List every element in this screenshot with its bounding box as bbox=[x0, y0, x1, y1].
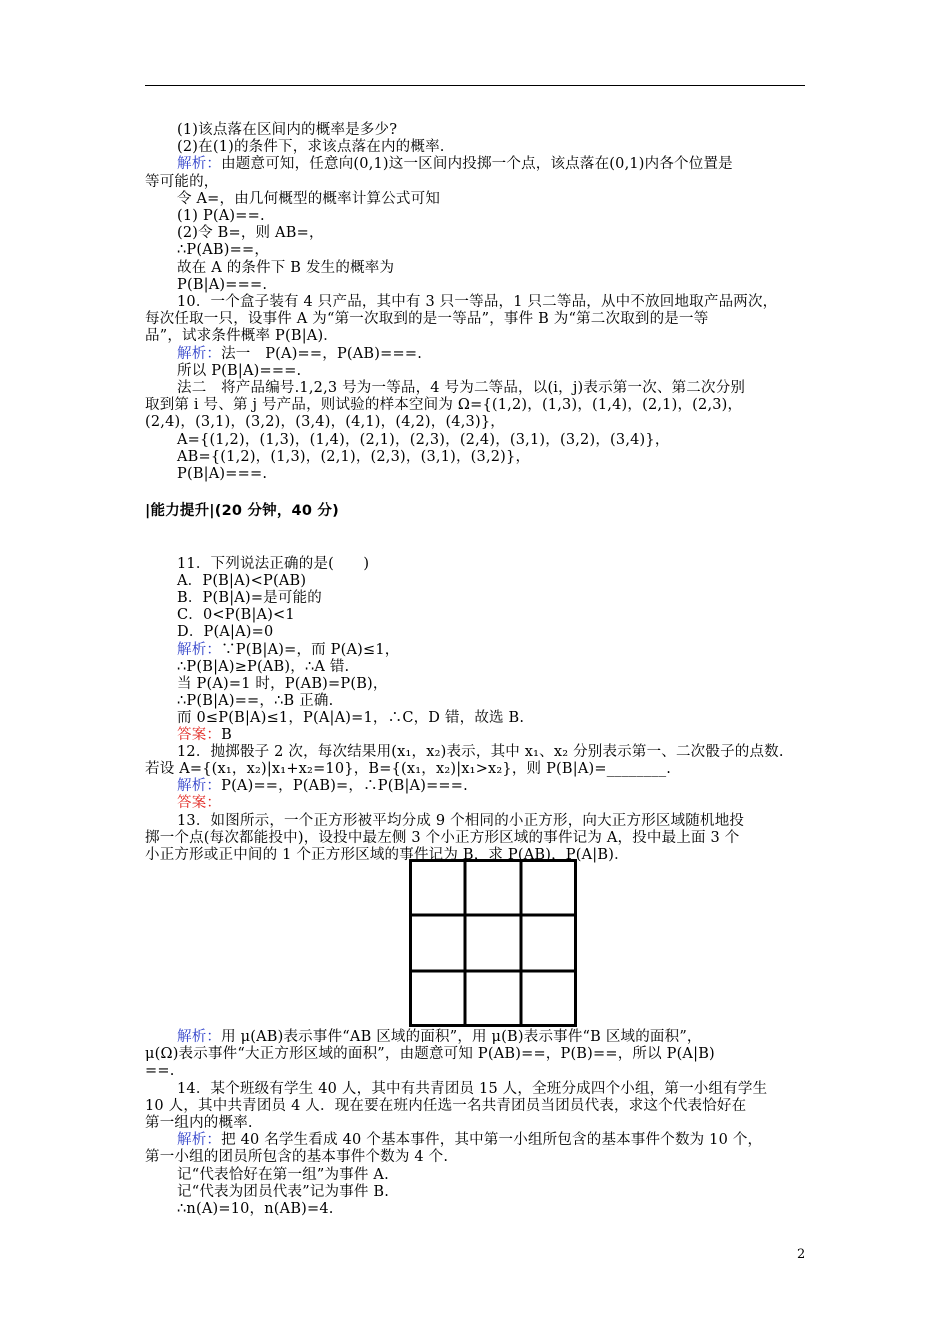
text-line bbox=[177, 225, 807, 242]
text-line bbox=[177, 744, 807, 761]
header-rule bbox=[145, 85, 805, 86]
text-line bbox=[177, 795, 807, 812]
text-line bbox=[145, 174, 807, 191]
line-text: C．0<P(B|A)<1 bbox=[177, 607, 295, 624]
text-line bbox=[177, 659, 807, 676]
line-text: D．P(A|A)=0 bbox=[177, 624, 274, 641]
text-line bbox=[177, 363, 807, 380]
line-text: 法一 P(A)==，P(AB)===. bbox=[221, 345, 423, 362]
text-line bbox=[177, 813, 807, 830]
text-line bbox=[177, 624, 807, 641]
text-line bbox=[177, 727, 807, 744]
line-text: 13．如图所示，一个正方形被平均分成 9 个相同的小正方形，向大正方形区域随机地投 bbox=[177, 812, 745, 829]
line-text: 当 P(A)=1 时，P(AB)=P(B)， bbox=[177, 675, 388, 692]
line-text: P(A)==，P(AB)=，∴P(B|A)===. bbox=[221, 778, 468, 795]
text-line bbox=[177, 449, 807, 466]
analysis-label: 解析： bbox=[177, 156, 222, 173]
text-line bbox=[177, 676, 807, 693]
line-text: ∵P(B|A)=，而 P(A)≤1， bbox=[221, 641, 400, 658]
text-line bbox=[145, 311, 807, 328]
line-text: 记“代表恰好在第一组”为事件 A. bbox=[177, 1166, 389, 1183]
line-text: ∴P(B|A)≥P(AB)，∴A 错. bbox=[177, 658, 350, 675]
analysis-label: 解析： bbox=[177, 1132, 222, 1149]
line-text: A={(1,2)，(1,3)，(1,4)，(2,1)，(2,3)，(2,4)，(3,1)，(3,2)，(3,4)}， bbox=[177, 431, 670, 448]
line-text: 小正方形或正中间的 1 个正方形区域的事件记为 B，求 P(AB)，P(A|B)． bbox=[145, 846, 629, 863]
text-line bbox=[177, 607, 807, 624]
text-line bbox=[177, 242, 807, 259]
page-number: 2 bbox=[797, 1247, 806, 1262]
text-line bbox=[177, 1029, 807, 1046]
text-line bbox=[177, 556, 807, 573]
line-text: (1) P(A)==. bbox=[177, 208, 265, 224]
line-text: 第一组内的概率. bbox=[145, 1115, 253, 1131]
answer-label: 答案： bbox=[177, 795, 222, 812]
text-line bbox=[177, 1081, 807, 1098]
line-text: AB={(1,2)，(1,3)，(2,1)，(2,3)，(3,1)，(3,2)}， bbox=[177, 448, 531, 465]
text-line bbox=[177, 1167, 807, 1184]
line-text: 14．某个班级有学生 40 人，其中有共青团员 15 人，全班分成四个小组，第一小组有学生 bbox=[177, 1080, 768, 1097]
text-line bbox=[177, 380, 807, 397]
text-line bbox=[177, 260, 807, 277]
line-text: 等可能的， bbox=[145, 173, 219, 190]
line-text: B bbox=[221, 727, 232, 743]
line-text: A．P(B|A)<P(AB) bbox=[177, 573, 307, 590]
text-line bbox=[177, 1184, 807, 1201]
line-text: 由题意可知，任意向(0,1)这一区间内投掷一个点，该点落在(0,1)内各个位置是 bbox=[221, 156, 733, 173]
line-text: 11．下列说法正确的是( ) bbox=[177, 556, 370, 572]
text-line bbox=[177, 778, 807, 795]
text-line bbox=[145, 1063, 807, 1080]
text-line bbox=[145, 1046, 807, 1063]
text-line bbox=[145, 1098, 807, 1115]
line-text: 令 A=，由几何概型的概率计算公式可知 bbox=[177, 190, 441, 207]
text-line bbox=[145, 830, 807, 847]
text-line bbox=[145, 1149, 807, 1166]
line-text: 把 40 名学生看成 40 个基本事件，其中第一小组所包含的基本事件个数为 10 个， bbox=[221, 1132, 763, 1149]
analysis-label: 解析： bbox=[177, 778, 222, 795]
text-line bbox=[145, 1115, 807, 1132]
analysis-label: 解析： bbox=[177, 345, 222, 362]
section-heading: |能力提升|(20 分钟，40 分) bbox=[145, 503, 339, 519]
line-text: B．P(B|A)=是可能的 bbox=[177, 590, 322, 607]
text-line bbox=[177, 432, 807, 449]
text-line bbox=[177, 710, 807, 727]
answer-label: 答案： bbox=[177, 727, 222, 743]
line-text: 12．抛掷骰子 2 次，每次结果用(x₁，x₂)表示，其中 x₁、x₂ 分别表示第一、二次骰子的点数. bbox=[177, 744, 784, 761]
line-text: P(B|A)===. bbox=[177, 466, 268, 482]
text-line bbox=[177, 1201, 807, 1218]
line-text: μ(Ω)表示事件“大正方形区域的面积”，由题意可知 P(AB)==，P(B)==，所以 P(A|B) bbox=[145, 1046, 715, 1063]
line-text: (2)令 B=，则 AB=， bbox=[177, 225, 324, 242]
line-text: ==. bbox=[145, 1063, 175, 1080]
line-text: 品”，试求条件概率 P(B|A)． bbox=[145, 328, 339, 345]
text-line bbox=[177, 122, 807, 139]
line-text: P(B|A)===. bbox=[177, 276, 268, 293]
line-text: (2,4)，(3,1)，(3,2)，(3,4)，(4,1)，(4,2)，(4,3)}， bbox=[145, 414, 505, 431]
nine-square-grid-figure bbox=[409, 859, 577, 1027]
line-text: 故在 A 的条件下 B 发生的概率为 bbox=[177, 259, 395, 276]
line-text: 取到第 i 号、第 j 号产品，则试验的样本空间为 Ω={(1,2)，(1,3)，(1,4)，(2,1)，(2,3)， bbox=[145, 397, 743, 414]
text-line bbox=[145, 397, 807, 414]
text-line bbox=[177, 346, 807, 363]
text-line bbox=[177, 139, 807, 156]
text-line bbox=[177, 208, 807, 225]
line-text: 若设 A={(x₁，x₂)|x₁+x₂=10}，B={(x₁，x₂)|x₁>x₂}，则 P(B|A)=________. bbox=[145, 761, 672, 778]
line-text: 而 0≤P(B|A)≤1，P(A|A)=1，∴C，D 错，故选 B. bbox=[177, 709, 525, 726]
line-text: 10 人，其中共青团员 4 人．现在要在班内任选一名共青团员当团员代表，求这个代表恰好在 bbox=[145, 1097, 747, 1114]
text-line bbox=[177, 294, 807, 311]
line-text: (1)该点落在区间内的概率是多少? bbox=[177, 122, 398, 138]
line-text: ∴P(AB)==， bbox=[177, 242, 270, 259]
text-line bbox=[177, 466, 807, 483]
line-text: 用 μ(AB)表示事件“AB 区域的面积”，用 μ(B)表示事件“B 区域的面积”， bbox=[221, 1029, 702, 1045]
line-text: 记“代表为团员代表”记为事件 B. bbox=[177, 1183, 390, 1200]
line-text: 掷一个点(每次都能投中)，设投中最左侧 3 个小正方形区域的事件记为 A，投中最上面 3 个 bbox=[145, 829, 740, 846]
line-text: ∴n(A)=10，n(AB)=4. bbox=[177, 1201, 334, 1217]
analysis-label: 解析： bbox=[177, 641, 222, 658]
text-line bbox=[177, 277, 807, 294]
line-text: (2)在(1)的条件下，求该点落在内的概率. bbox=[177, 139, 445, 156]
text-line bbox=[177, 1132, 807, 1149]
text-line bbox=[177, 573, 807, 590]
line-text: 法二 将产品编号.1,2,3 号为一等品，4 号为二等品，以(i，j)表示第一次、第二次分别 bbox=[177, 380, 746, 396]
line-text: 第一小组的团员所包含的基本事件个数为 4 个. bbox=[145, 1149, 449, 1166]
text-line bbox=[145, 328, 807, 345]
line-text: 每次任取一只，设事件 A 为“第一次取到的是一等品”，事件 B 为“第二次取到的是一等 bbox=[145, 311, 709, 328]
analysis-label: 解析： bbox=[177, 1029, 222, 1045]
text-line bbox=[177, 693, 807, 710]
line-text: 所以 P(B|A)===. bbox=[177, 362, 302, 379]
text-line bbox=[177, 590, 807, 607]
text-line bbox=[177, 191, 807, 208]
line-text: 10．一个盒子装有 4 只产品，其中有 3 只一等品，1 只二等品，从中不放回地取产品两次， bbox=[177, 294, 778, 310]
text-line bbox=[145, 414, 807, 431]
text-line bbox=[145, 761, 807, 778]
text-line bbox=[177, 156, 807, 173]
line-text: ∴P(B|A)==，∴B 正确. bbox=[177, 692, 334, 709]
text-line bbox=[177, 642, 807, 659]
